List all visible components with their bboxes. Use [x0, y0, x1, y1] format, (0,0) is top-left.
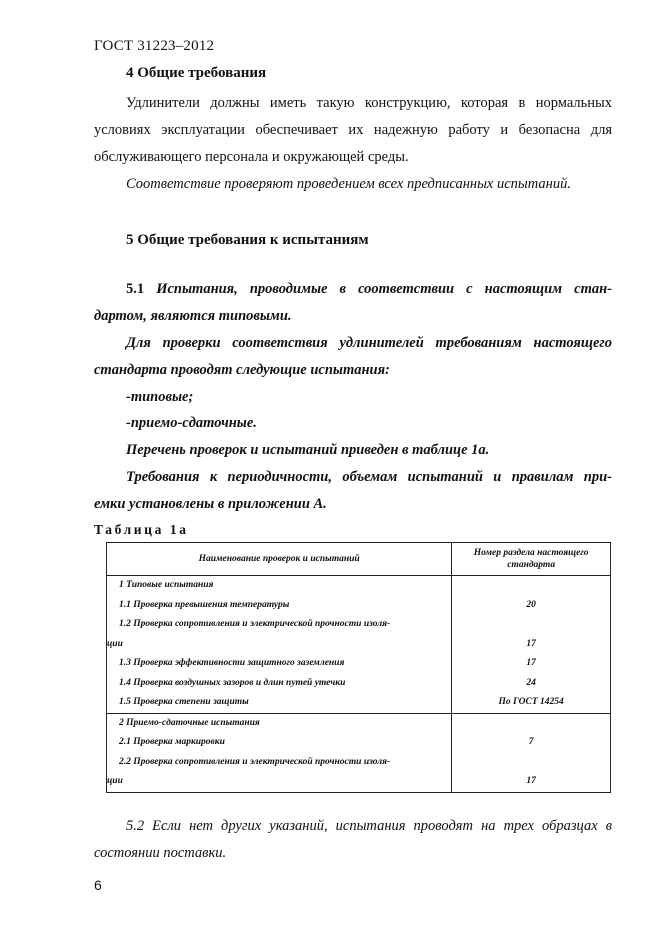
table-cell-name: ции	[107, 772, 452, 792]
table-row	[107, 693, 611, 713]
list-item-acceptance: -приемо-сдаточные.	[126, 415, 257, 431]
table-cell-name: 2 Приемо-сдаточные испытания	[107, 713, 452, 733]
table-row	[107, 674, 611, 694]
table-row	[107, 772, 611, 792]
table-cell-section: 17	[452, 772, 611, 792]
table-header-row	[107, 543, 611, 576]
table-cell-name: 2.1 Проверка маркировки	[107, 733, 452, 753]
table-row	[107, 635, 611, 655]
clause-number: 5.1	[126, 281, 145, 297]
para2-line1: Для проверки соответствия удлинителей требованиям настоящего	[126, 335, 612, 351]
table-cell-name: 1.2 Проверка сопротивления и электрической прочности изоля-	[107, 615, 452, 635]
table-cell-section: 7	[452, 733, 611, 753]
clause-5-1-line1	[126, 281, 612, 298]
para2-line2: стандарта проводят следующие испытания:	[94, 362, 390, 378]
table-cell-name: 1.3 Проверка эффективности защитного заземления	[107, 654, 452, 674]
table-row	[107, 654, 611, 674]
page-number: 6	[94, 877, 102, 893]
table-row	[107, 576, 611, 596]
table-cell-name: 1 Типовые испытания	[107, 576, 452, 596]
table-cell-section: 20	[452, 596, 611, 616]
table-cell-section	[452, 713, 611, 733]
table-cell-section: По ГОСТ 14254	[452, 693, 611, 713]
table-cell-section	[452, 615, 611, 635]
table-cell-name: 2.2 Проверка сопротивления и электрической прочности изоля-	[107, 753, 452, 773]
table-row	[107, 753, 611, 773]
clause-5-1-line2: дартом, являются типовыми.	[94, 308, 292, 324]
table-cell-name: 1.5 Проверка степени защиты	[107, 693, 452, 713]
section-4-text-line: обслуживающего персонала и окружающей среды.	[94, 149, 409, 165]
table-reference-text: Перечень проверок и испытаний приведен в таблице 1а.	[126, 442, 490, 458]
table-row	[107, 596, 611, 616]
table-cell-section	[452, 753, 611, 773]
section-4-text-line: условиях эксплуатации обеспечивает их надежную работу и безопасна для	[94, 122, 612, 138]
document-header: ГОСТ 31223–2012	[94, 38, 215, 54]
table-cell-section	[452, 576, 611, 596]
section-4-check-text: Соответствие проверяют проведением всех предписанных испытаний.	[126, 176, 571, 192]
table-header-name: Наименование проверок и испытаний	[107, 543, 452, 576]
table-row	[107, 713, 611, 733]
table-row	[107, 733, 611, 753]
para3-line2: емки установлены в приложении А.	[94, 496, 327, 512]
tests-table	[106, 542, 611, 793]
section-5-title: 5 Общие требования к испытаниям	[126, 232, 369, 248]
table-row	[107, 615, 611, 635]
list-item-typical: -типовые;	[126, 389, 194, 405]
table-cell-section: 17	[452, 635, 611, 655]
table-cell-name: 1.1 Проверка превышения температуры	[107, 596, 452, 616]
table-cell-name: ции	[107, 635, 452, 655]
clause-5-2-line1: 5.2 Если нет других указаний, испытания проводят на трех образцах в	[126, 818, 612, 834]
section-4-text-line: Удлинители должны иметь такую конструкцию, которая в нормальных	[126, 95, 612, 111]
section-4-title: 4 Общие требования	[126, 65, 267, 81]
table-cell-section: 17	[452, 654, 611, 674]
table-cell-name: 1.4 Проверка воздушных зазоров и длин путей утечки	[107, 674, 452, 694]
clause-text: Испытания, проводимые в соответствии с настоящим стан-	[156, 281, 613, 297]
table-cell-section: 24	[452, 674, 611, 694]
table-caption: Таблица 1а	[94, 522, 189, 537]
clause-5-2-line2: состоянии поставки.	[94, 845, 227, 861]
para3-line1: Требования к периодичности, объемам испытаний и правилам при-	[126, 469, 612, 485]
table-header-section: Номер раздела настоящего стандарта	[452, 543, 611, 576]
